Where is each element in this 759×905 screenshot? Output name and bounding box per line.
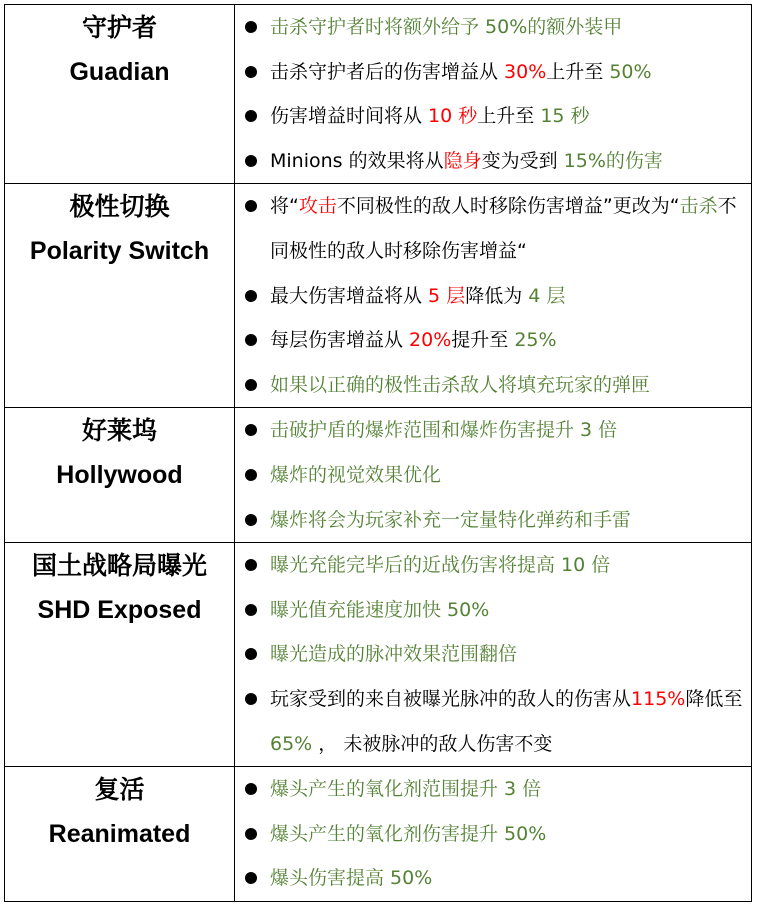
change-text-segment: 上升至	[477, 105, 541, 128]
change-text-segment: 10 秒	[428, 105, 478, 128]
change-text-segment: 降低至	[685, 687, 743, 710]
change-text-segment: 爆炸将会为玩家补充一定量特化弹药和手雷	[270, 508, 632, 531]
change-text-segment: 20%	[409, 329, 452, 352]
table-row	[5, 184, 752, 408]
talent-name-cn: 守护者	[81, 13, 157, 42]
change-list	[235, 184, 751, 407]
change-item	[235, 318, 751, 363]
change-text-segment: 15 秒	[540, 105, 590, 128]
change-text-segment: 50%	[609, 60, 652, 83]
talent-changes-cell	[235, 5, 752, 184]
change-item	[235, 588, 751, 633]
change-item	[235, 498, 751, 543]
change-text-segment: 曝光充能完毕后的近战伤害将提高 10 倍	[270, 554, 611, 577]
change-item	[235, 453, 751, 498]
talent-name-en: Polarity Switch	[29, 237, 210, 266]
talent-changes-cell	[235, 408, 752, 543]
talent-name-en: Guadian	[69, 58, 170, 86]
change-list	[235, 408, 751, 542]
talent-name-en: Hollywood	[56, 461, 183, 490]
change-text-segment: 如果以正确的极性击杀敌人将填充玩家的弹匣	[270, 373, 651, 396]
change-text-segment: 变为受到	[481, 149, 564, 172]
talent-changes-table	[4, 4, 752, 902]
change-item	[235, 677, 751, 766]
table-row	[5, 543, 752, 767]
change-text-segment: 曝光造成的脉冲效果范围翻倍	[270, 643, 518, 666]
change-text-segment: 65%	[270, 732, 313, 755]
change-text-segment: 爆头产生的氧化剂范围提升 3 倍	[270, 778, 542, 801]
talent-name-cn: 国土战略局曝光	[31, 551, 207, 581]
talent-name-en: Reanimated	[48, 820, 191, 849]
change-item	[235, 767, 751, 812]
change-text-segment: 击杀守护者后的伤害增益从	[270, 60, 505, 83]
talent-name-cn: 好莱坞	[81, 416, 157, 446]
change-text-segment: 爆炸的视觉效果优化	[270, 463, 442, 486]
talent-changes-cell	[235, 184, 752, 408]
talent-name-cell	[5, 5, 235, 184]
change-text-segment: 不同极性的敌人时移除伤害增益”更改为“	[336, 195, 680, 218]
change-text-segment: 30%	[504, 60, 547, 83]
change-text-segment: 提升至	[451, 329, 515, 352]
change-item	[235, 856, 751, 901]
talent-name-cell	[5, 408, 235, 543]
talent-changes-cell	[235, 767, 752, 902]
change-item	[235, 139, 751, 184]
change-item	[235, 274, 751, 319]
table-body	[5, 5, 752, 902]
change-text-segment: 115%	[631, 687, 686, 710]
table-row	[5, 767, 752, 902]
change-text-segment: 上升至	[546, 60, 610, 83]
change-list	[235, 543, 751, 766]
change-text-segment: Minions 的效果将从	[270, 149, 444, 172]
talent-changes-cell	[235, 543, 752, 767]
change-text-segment: 爆头伤害提高 50%	[270, 867, 433, 890]
change-text-segment: 4 层	[528, 284, 566, 307]
change-text-segment: 玩家受到的来自被曝光脉冲的敌人的伤害从	[270, 687, 632, 710]
talent-name-cn: 复活	[94, 775, 145, 805]
change-text-segment: 隐身	[443, 149, 482, 172]
change-item	[235, 812, 751, 857]
change-list	[235, 5, 751, 183]
change-text-segment: 击杀守护者时将额外给予 50%的额外装甲	[270, 16, 623, 38]
change-text-segment: 曝光值充能速度加快 50%	[270, 598, 490, 621]
change-item	[235, 363, 751, 408]
table-row	[5, 5, 752, 184]
talent-name-cell	[5, 767, 235, 902]
change-text-segment: 将“	[270, 195, 299, 218]
change-list	[235, 767, 751, 901]
change-text-segment: 降低为	[465, 284, 529, 307]
table-row	[5, 408, 752, 543]
change-text-segment: 不同极性的敌人时移除伤害增益“	[270, 195, 737, 262]
change-item	[235, 5, 751, 50]
change-item	[235, 408, 751, 453]
change-text-segment: 攻击	[298, 195, 337, 218]
change-text-segment: 5 层	[428, 284, 466, 307]
change-text-segment: 爆头产生的氧化剂伤害提升 50%	[270, 822, 547, 845]
change-text-segment: ， 未被脉冲的敌人伤害不变	[312, 732, 553, 755]
change-item	[235, 94, 751, 139]
talent-name-cell	[5, 543, 235, 767]
talent-name-cell	[5, 184, 235, 408]
change-item	[235, 184, 751, 273]
change-text-segment: 伤害增益时间将从	[270, 105, 429, 128]
change-text-segment: 15%的伤害	[563, 149, 663, 172]
change-text-segment: 击杀	[679, 195, 718, 218]
change-item	[235, 543, 751, 588]
change-item	[235, 632, 751, 677]
change-text-segment: 击破护盾的爆炸范围和爆炸伤害提升 3 倍	[270, 419, 618, 442]
change-text-segment: 每层伤害增益从	[270, 329, 410, 352]
talent-name-en: SHD Exposed	[37, 596, 202, 625]
talent-name-cn: 极性切换	[69, 192, 170, 222]
change-item	[235, 50, 751, 95]
change-text-segment: 25%	[514, 329, 557, 352]
change-text-segment: 最大伤害增益将从	[270, 284, 429, 307]
